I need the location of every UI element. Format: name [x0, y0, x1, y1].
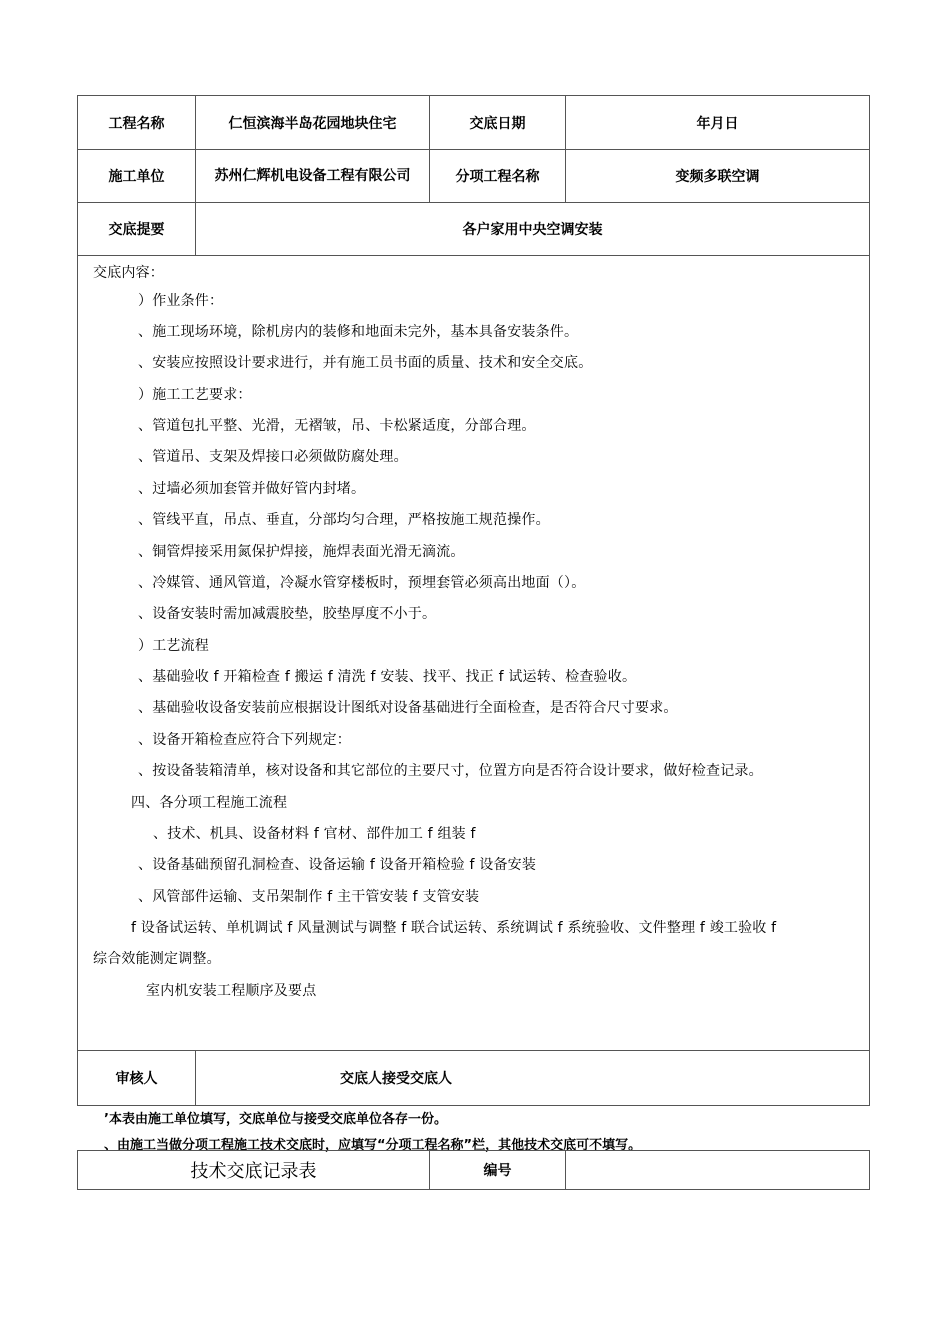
content-line: 、管线平直，吊点、垂直，分部均匀合理，严格按施工规范操作。: [138, 512, 550, 528]
date-value: 年月日: [566, 96, 870, 150]
content-line: ）工艺流程: [138, 638, 209, 654]
project-name-value: 仁恒滨海半岛花园地块住宅: [196, 96, 430, 150]
handover-label: 交底人接受交底人: [196, 1051, 870, 1106]
content-line: 、按设备装箱清单，核对设备和其它部位的主要尺寸，位置方向是否符合设计要求，做好检查记录。: [138, 763, 763, 779]
content-line: 、风管部件运输、支吊架制作 f 主干管安装 f 支管安装: [138, 889, 480, 905]
content-line: 、设备安装时需加减震胶垫，胶垫厚度不小于。: [138, 606, 437, 622]
project-name-label: 工程名称: [78, 96, 196, 150]
sub-project-value: 变频多联空调: [566, 150, 870, 203]
handover-table: [77, 95, 870, 1106]
content-cell: [78, 256, 870, 1051]
date-label: 交底日期: [430, 96, 566, 150]
content-line: ）施工工艺要求：: [138, 387, 252, 403]
content-line: 、安装应按照设计要求进行，并有施工员书面的质量、技术和安全交底。: [138, 355, 593, 371]
content-line: 综合效能测定调整。: [93, 951, 221, 967]
footnote: ’本表由施工单位填写，交底单位与接受交底单位各存一份。: [104, 1112, 447, 1127]
record-table: [77, 1150, 870, 1190]
sub-project-label: 分项工程名称: [430, 150, 566, 203]
content-line: 、管道吊、支架及焊接口必须做防腐处理。: [138, 449, 408, 465]
content-line: 、铜管焊接采用氮保护焊接，施焊表面光滑无滴流。: [138, 544, 465, 560]
content-line: 室内机安装工程顺序及要点: [146, 983, 317, 999]
content-line: 、施工现场环境，除机房内的装修和地面未完外，基本具备安装条件。: [138, 324, 579, 340]
number-value: [566, 1151, 870, 1190]
content-line: 、基础验收设备安装前应根据设计图纸对设备基础进行全面检查，是否符合尺寸要求。: [138, 700, 678, 716]
content-line: 、基础验收 f 开箱检查 f 搬运 f 清洗 f 安装、找平、找正 f 试运转、检查验收。: [138, 669, 637, 685]
construction-unit-value: 苏州仁辉机电设备工程有限公司: [196, 150, 430, 203]
content-line: ）作业条件：: [138, 293, 224, 309]
reviewer-label: 审核人: [78, 1051, 196, 1106]
content-line: 、过墙必须加套管并做好管内封堵。: [138, 481, 366, 497]
content-section-heading: 四、各分项工程施工流程: [131, 795, 288, 811]
content-line: 、管道包扎平整、光滑，无褶皱，吊、卡松紧适度，分部合理。: [138, 418, 536, 434]
content-line: 、设备开箱检查应符合下列规定：: [138, 732, 351, 748]
construction-unit-label: 施工单位: [78, 150, 196, 203]
content-heading: 交底内容：: [93, 265, 164, 281]
content-line: 、设备基础预留孔洞检查、设备运输 f 设备开箱检验 f 设备安装: [138, 857, 537, 873]
summary-value: 各户家用中央空调安装: [196, 203, 870, 256]
content-line: 、冷媒管、通风管道，冷凝水管穿楼板时，预埋套管必须高出地面（）。: [138, 575, 586, 591]
content-line: f 设备试运转、单机调试 f 风量测试与调整 f 联合试运转、系统调试 f 系统验收、文件整理 f 竣工验收 f: [131, 920, 777, 936]
footnote: 、由施工当做分项工程施工技术交底时，应填写“分项工程名称”栏，其他技术交底可不填写。: [104, 1138, 642, 1153]
summary-label: 交底提要: [78, 203, 196, 256]
content-line: 、技术、机具、设备材料 f 官材、部件加工 f 组装 f: [153, 826, 476, 842]
number-label: 编号: [430, 1151, 566, 1190]
record-title: 技术交底记录表: [78, 1151, 430, 1190]
